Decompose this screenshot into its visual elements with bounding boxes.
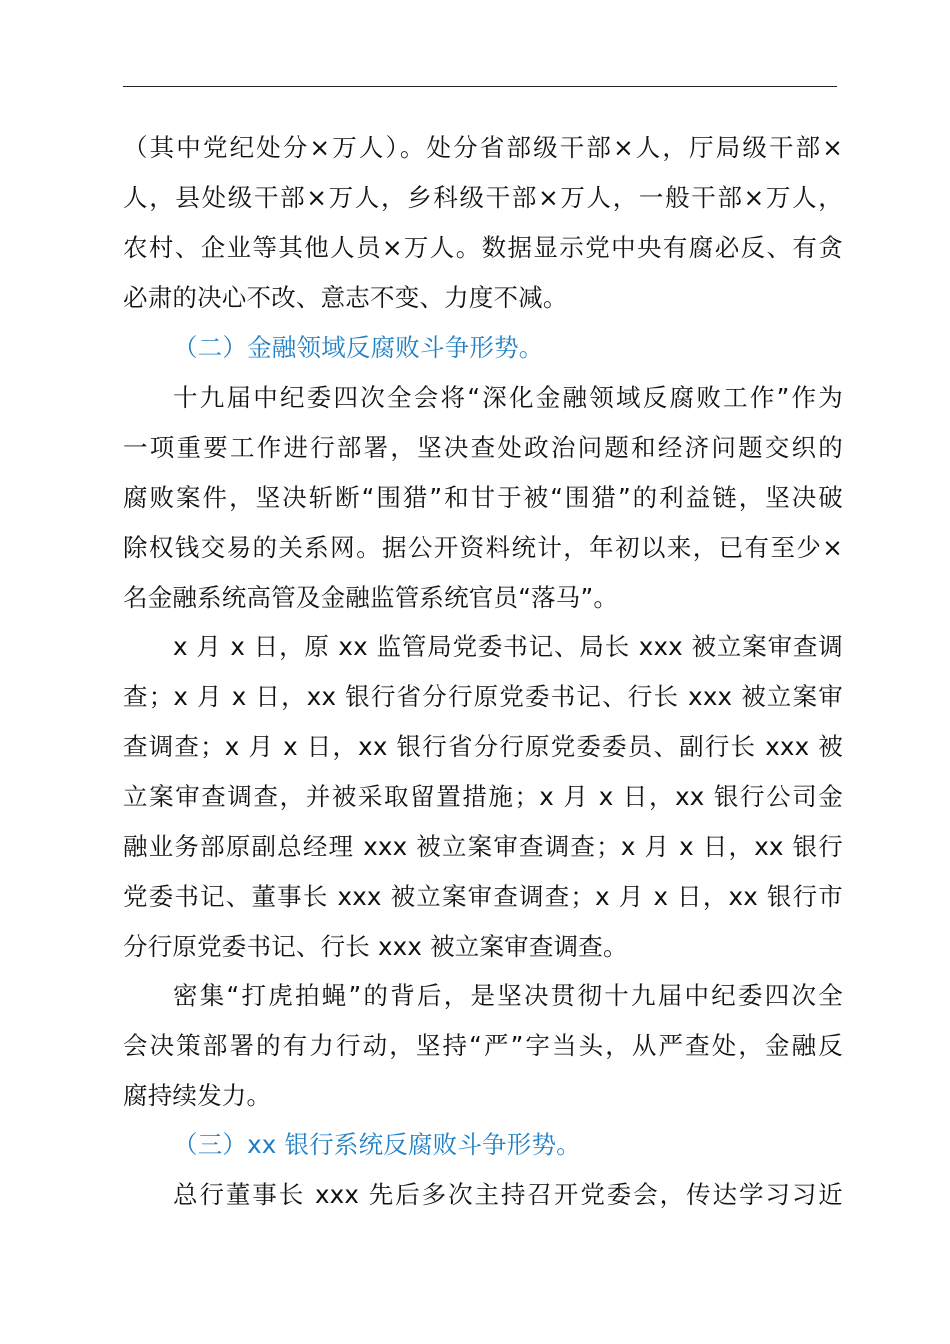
paragraph-line: 分行原党委书记、行长 xxx 被立案审查调查。 (123, 932, 628, 961)
header-rule (123, 86, 837, 87)
section-heading-2 (123, 323, 843, 373)
paragraph-line: 腐败案件，坚决斩断“围猎”和甘于被“围猎”的利益链，坚决破 (123, 483, 843, 512)
paragraph-line: 查；x 月 x 日，xx 银行省分行原党委书记、行长 xxx 被立案审 (123, 682, 843, 711)
paragraph-line: 除权钱交易的关系网。据公开资料统计，年初以来，已有至少× (123, 533, 843, 562)
paragraph-line: 腐持续发力。 (123, 1081, 272, 1110)
paragraph-line: 一项重要工作进行部署，坚决查处政治问题和经济问题交织的 (123, 433, 843, 462)
paragraph-line: 查调查；x 月 x 日，xx 银行省分行原党委委员、副行长 xxx 被 (123, 732, 843, 761)
paragraph-line: 农村、企业等其他人员×万人。数据显示党中央有腐必反、有贪 (123, 233, 843, 262)
paragraph-line: 人，县处级干部×万人，乡科级干部×万人，一般干部×万人， (123, 183, 843, 212)
paragraph-line: 必肃的决心不改、意志不变、力度不减。 (123, 283, 568, 312)
section-heading-text: （三）xx 银行系统反腐败斗争形势。 (173, 1130, 581, 1159)
paragraph-line: 总行董事长 xxx 先后多次主持召开党委会，传达学习习近 (173, 1180, 843, 1209)
paragraph-line: 名金融系统高管及金融监管系统官员“落马”。 (123, 583, 619, 612)
paragraph-case-list (123, 622, 843, 972)
paragraph-line: x 月 x 日，原 xx 监管局党委书记、局长 xxx 被立案审查调 (173, 632, 843, 661)
section-heading-text: （二）金融领域反腐败斗争形势。 (173, 333, 544, 362)
paragraph-line: 立案审查调查，并被采取留置措施；x 月 x 日，xx 银行公司金 (123, 782, 843, 811)
paragraph-bank-system (123, 1170, 843, 1220)
paragraph-line: 会决策部署的有力行动，坚持“严”字当头，从严查处，金融反 (123, 1031, 843, 1060)
section-heading-3 (123, 1120, 843, 1170)
paragraph-line: 融业务部原副总经理 xxx 被立案审查调查；x 月 x 日，xx 银行 (123, 832, 843, 861)
paragraph-line: （其中党纪处分×万人）。处分省部级干部×人，厅局级干部× (123, 133, 843, 162)
paragraph-summary (123, 971, 843, 1121)
paragraph-continuation (123, 123, 843, 323)
paragraph-financial-anticorruption (123, 373, 843, 623)
paragraph-line: 十九届中纪委四次全会将“深化金融领域反腐败工作”作为 (173, 383, 843, 412)
paragraph-line: 密集“打虎拍蝇”的背后，是坚决贯彻十九届中纪委四次全 (173, 981, 843, 1010)
paragraph-line: 党委书记、董事长 xxx 被立案审查调查；x 月 x 日，xx 银行市 (123, 882, 843, 911)
